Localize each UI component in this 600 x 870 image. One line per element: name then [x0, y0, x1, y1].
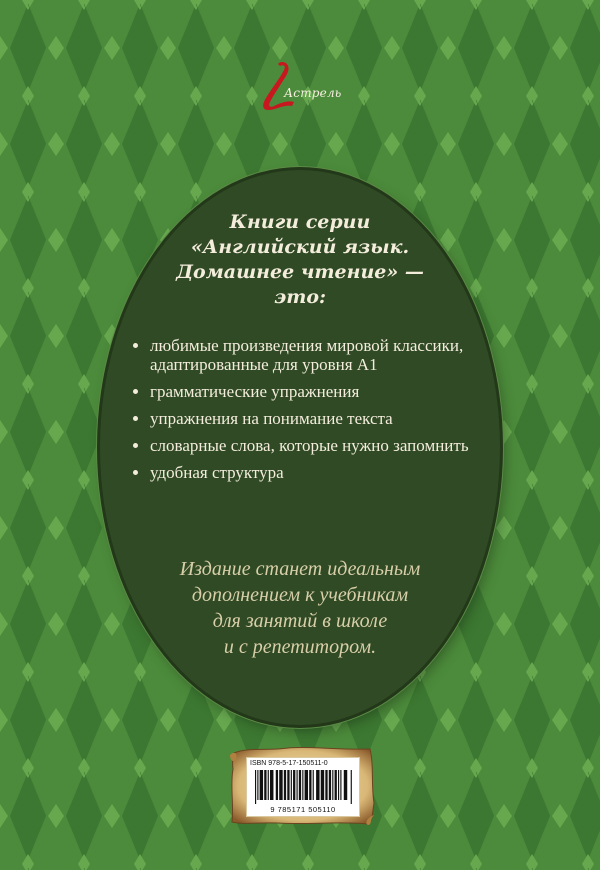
list-item: [128, 409, 478, 428]
barcode-bar: [297, 770, 298, 800]
heading-line: это:: [273, 286, 327, 308]
list-item: [128, 436, 478, 455]
feature-text: грамматические упражнения: [150, 382, 360, 401]
barcode-bar: [316, 770, 319, 800]
barcode-digits: 9 785171 505110: [270, 805, 336, 814]
list-item: [128, 336, 478, 374]
bullet-icon: [133, 470, 138, 475]
barcode-bar: [335, 770, 337, 800]
heading-line: Книги серии: [229, 211, 371, 233]
barcode-bar: [309, 770, 311, 800]
bullet-icon: [133, 343, 138, 348]
barcode-bar: [305, 770, 308, 800]
barcode-bar: [332, 770, 333, 800]
feature-text: любимые произведения мировой классики, адаптированные для уровня A1: [150, 336, 464, 374]
barcode-bar: [329, 770, 331, 800]
closing-line: и с репетитором.: [223, 636, 377, 658]
closing-line: Издание станет идеальным: [179, 558, 421, 580]
barcode-bar: [302, 770, 303, 800]
bullet-icon: [133, 416, 138, 421]
barcode-bar: [293, 770, 295, 800]
barcode-bar: [270, 770, 273, 800]
barcode-bar: [257, 770, 258, 800]
publisher-logo: [258, 60, 348, 115]
barcode-bar: [284, 770, 286, 800]
barcode-bar: [325, 770, 327, 800]
closing-statement: [130, 556, 470, 660]
barcode-bar: [291, 770, 292, 800]
bullet-icon: [133, 443, 138, 448]
barcode-parchment: [228, 745, 376, 827]
barcode-bar: [321, 770, 324, 800]
barcode-bars: [255, 770, 353, 804]
closing-line: дополнением к учебникам: [191, 584, 409, 606]
barcode-bar: [287, 770, 289, 800]
feature-text: упражнения на понимание текста: [150, 409, 393, 428]
isbn-label: ISBN 978-5-17-150511-0: [250, 760, 328, 767]
barcode: [246, 757, 360, 817]
bullet-icon: [133, 389, 138, 394]
barcode-bar: [299, 770, 301, 800]
feature-list: [128, 336, 478, 490]
heading-line: Домашнее чтение» —: [176, 261, 424, 283]
barcode-bar: [344, 770, 347, 800]
barcode-bar: [340, 770, 341, 800]
closing-line: для занятий в школе: [212, 610, 388, 632]
feature-text: удобная структура: [150, 463, 284, 482]
list-item: [128, 382, 478, 401]
publisher-wordmark: Астрель: [284, 86, 342, 100]
barcode-bar: [268, 770, 269, 800]
list-item: [128, 463, 478, 482]
series-heading: [130, 210, 470, 310]
barcode-bar: [313, 770, 314, 800]
barcode-bar: [276, 770, 278, 800]
barcode-bar: [260, 770, 263, 800]
heading-line: «Английский язык.: [190, 236, 410, 258]
barcode-bar: [255, 770, 256, 804]
feature-text: словарные слова, которые нужно запомнить: [150, 436, 469, 455]
barcode-bar: [279, 770, 282, 800]
barcode-bar: [351, 770, 352, 804]
barcode-bar: [338, 770, 339, 800]
barcode-bar: [264, 770, 266, 800]
